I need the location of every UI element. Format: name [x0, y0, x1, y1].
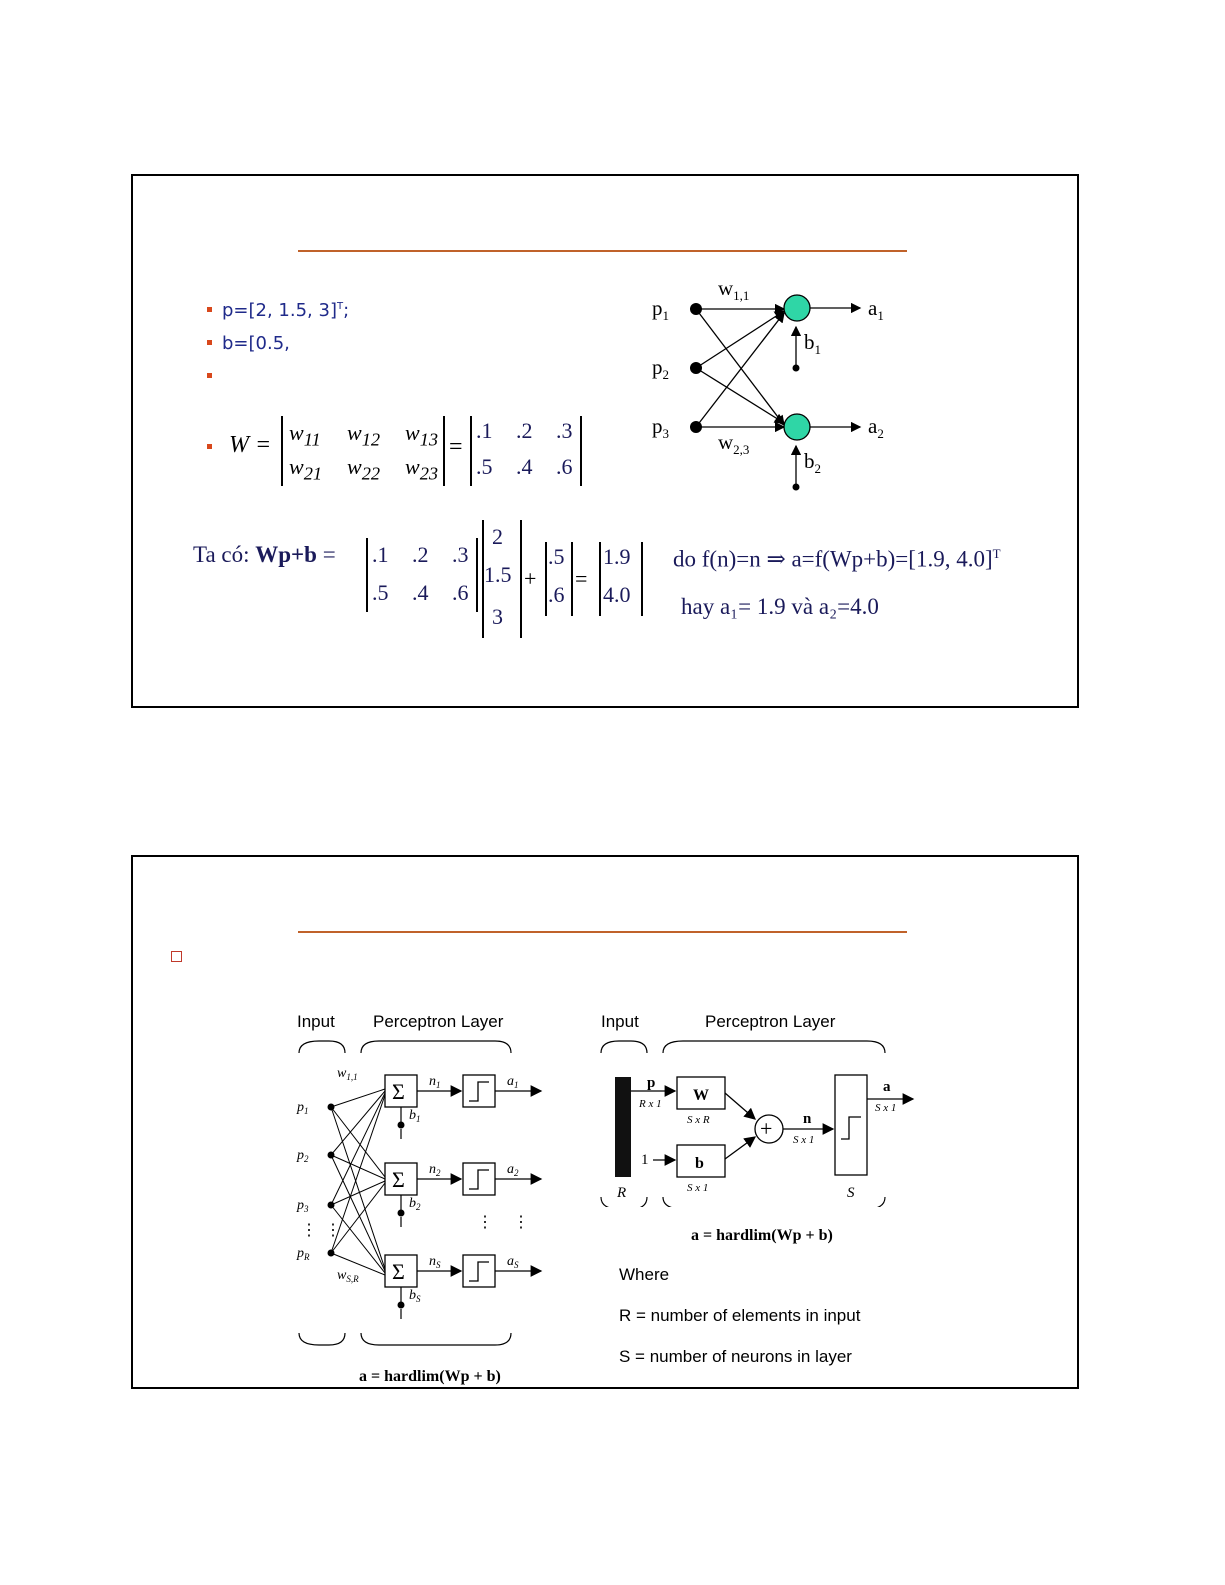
input-label: $p_R$	[297, 1246, 310, 1262]
hardlim-box	[463, 1255, 495, 1287]
output-label-a2: $a_2$	[868, 414, 884, 441]
subscript: 1,1	[346, 1072, 358, 1082]
matrix-cell: $w_{12}$	[347, 420, 381, 450]
subscript: 2	[514, 1168, 519, 1178]
input-heading: Input	[297, 1012, 335, 1031]
bullet-icon	[207, 373, 212, 378]
bullet-sup: T	[336, 301, 344, 312]
equals-sign: =	[449, 434, 463, 460]
vector-cell: 1.9	[603, 544, 631, 569]
subscript: 2	[416, 1202, 421, 1212]
result-vector	[599, 542, 643, 616]
input-label-p1: $p_1$	[652, 296, 669, 323]
bias-node	[793, 365, 800, 372]
dots: ⋮	[325, 1222, 341, 1239]
w-label: W =	[229, 432, 272, 458]
bullet-text: b=[0.5,	[222, 333, 290, 354]
equation-prefix	[193, 542, 336, 568]
subscript: 2,3	[733, 442, 750, 457]
matrix-cell: .2	[412, 542, 429, 567]
matrix-cell: .1	[476, 418, 493, 443]
conclusion-sup: T	[992, 546, 1001, 561]
n-label: n	[803, 1111, 812, 1127]
matrix-subscript: 21	[303, 463, 323, 484]
bias-label: $b_2$	[409, 1196, 421, 1212]
weight-label: $w_{2,3}$	[718, 430, 750, 457]
s-label: S	[847, 1185, 855, 1201]
net-input-label: $n_S$	[429, 1254, 441, 1270]
subscript: 2	[304, 1154, 309, 1164]
plus-icon: +	[760, 1116, 773, 1141]
subscript: 1	[436, 1080, 441, 1090]
bullet-icon	[207, 307, 212, 312]
vector-cell: .6	[548, 582, 565, 607]
input-label-p3: $p_3$	[652, 414, 669, 441]
left-equation: a = hardlim(Wp + b)	[359, 1368, 501, 1385]
bullet-icon	[207, 340, 212, 345]
vector-cell: 2	[492, 524, 503, 549]
title-underline	[298, 931, 907, 933]
b-dim: S x 1	[687, 1182, 709, 1194]
matrix-cell: .6	[556, 454, 573, 479]
r-label: R	[617, 1185, 627, 1201]
conclusion-line-1	[673, 546, 1001, 573]
sum-icon: Σ	[392, 1259, 405, 1284]
subscript: 1	[416, 1114, 421, 1124]
net-input-label: $n_2$	[429, 1162, 441, 1178]
a-label: a	[883, 1079, 891, 1095]
subscript: S,R	[346, 1274, 359, 1284]
where-label: Where	[619, 1265, 670, 1284]
matrix-cell: $w_{11}$	[289, 420, 321, 450]
subscript: R	[304, 1252, 310, 1262]
bullet-item	[207, 300, 349, 321]
a-dim: S x 1	[875, 1102, 897, 1114]
vector-cell: .5	[548, 544, 565, 569]
subscript: 3	[662, 426, 669, 441]
matrix-cell: .4	[516, 454, 533, 479]
connection-lines	[696, 308, 860, 486]
input-node	[328, 1104, 335, 1111]
w-dim: S x R	[687, 1114, 710, 1126]
layer-heading: Perceptron Layer	[373, 1012, 504, 1031]
hardlim-box	[835, 1075, 867, 1175]
vector-cell: 1.5	[484, 562, 512, 587]
subscript: 2	[814, 461, 821, 476]
b-label: b	[695, 1155, 704, 1172]
input-node	[328, 1152, 335, 1159]
def-r: R = number of elements in input	[619, 1306, 861, 1325]
bias-label: $b_S$	[409, 1288, 421, 1304]
neuron-1	[784, 295, 810, 321]
perceptron-layer-diagram	[289, 1007, 551, 1387]
input-label: $p_1$	[297, 1100, 309, 1116]
subscript: 2	[877, 426, 884, 441]
bias-label: $b_1$	[804, 330, 821, 357]
bias-node	[398, 1302, 405, 1309]
bias-label: $b_1$	[409, 1108, 421, 1124]
slide-2	[131, 855, 1079, 1389]
input-node	[690, 421, 702, 433]
bias-label: $b_2$	[804, 449, 821, 476]
conclusion-text: do f(n)=n ⇒ a=f(Wp+b)=[1.9, 4.0]	[673, 546, 993, 572]
subscript: 2	[662, 367, 669, 382]
slide-1	[131, 174, 1079, 708]
equation-equals: =	[316, 542, 336, 567]
weight-label: $w_{S,R}$	[337, 1268, 359, 1284]
matrix-cell: .3	[556, 418, 573, 443]
bias-node	[398, 1122, 405, 1129]
p-dim: R x 1	[639, 1098, 662, 1110]
weight-label: $w_{1,1}$	[718, 276, 750, 303]
matrix-subscript: 13	[419, 429, 439, 450]
weight-label: $w_{1,1}$	[337, 1066, 358, 1082]
neuron-row	[385, 1074, 541, 1139]
matrix-cell: $w_{21}$	[289, 454, 323, 484]
p-vector	[482, 520, 522, 638]
two-neuron-network-diagram	[638, 271, 918, 501]
matrix-subscript: 22	[361, 463, 381, 484]
matrix-cell: $w_{22}$	[347, 454, 381, 484]
matrix-subscript: 11	[303, 429, 321, 450]
input-node	[328, 1250, 335, 1257]
equals-sign: =	[575, 566, 588, 591]
matrix-subscript: 23	[419, 463, 439, 484]
input-node	[690, 303, 702, 315]
subscript: 1	[877, 308, 884, 323]
dots: ⋮	[513, 1214, 529, 1231]
output-label: $a_S$	[507, 1254, 519, 1270]
bias-node	[793, 484, 800, 491]
input-label: $p_3$	[297, 1198, 309, 1214]
w-value-matrix	[470, 416, 582, 486]
p-label: p	[647, 1075, 656, 1091]
subscript: 2	[436, 1168, 441, 1178]
bias-node	[398, 1210, 405, 1217]
subscript: 1	[814, 342, 821, 357]
matrix-cell: .5	[372, 580, 389, 605]
connection-lines	[331, 1089, 385, 1275]
hardlim-box	[463, 1163, 495, 1195]
w-matrix-2	[366, 538, 478, 612]
net-input-label: $n_1$	[429, 1074, 441, 1090]
matrix-cell: .3	[452, 542, 469, 567]
bullet-icon	[207, 444, 212, 449]
vertical-dots	[301, 1214, 529, 1239]
bullet-item	[207, 366, 222, 387]
conclusion-line-2: hay a₁= 1.9 và a₂=4.0	[681, 594, 879, 619]
sum-icon: Σ	[392, 1167, 405, 1192]
bullet-text: p=[2, 1.5, 3]	[222, 300, 337, 321]
subscript: S	[416, 1294, 421, 1304]
input-node	[690, 362, 702, 374]
def-s: S = number of neurons in layer	[619, 1347, 852, 1366]
b-vector	[545, 542, 573, 616]
input-labels	[296, 1066, 359, 1284]
title-underline	[298, 250, 907, 252]
plus-sign: +	[524, 566, 537, 591]
output-label-a1: $a_1$	[868, 296, 884, 323]
matrix-cell: .2	[516, 418, 533, 443]
equation-text: Ta có:	[193, 542, 256, 567]
equation-bold: Wp+b	[255, 542, 317, 567]
dots: ⋮	[301, 1222, 317, 1239]
subscript: S	[436, 1260, 441, 1270]
matrix-cell: .5	[476, 454, 493, 479]
subscript: 1	[662, 308, 669, 323]
bullet-item	[207, 333, 290, 354]
dots: ⋮	[477, 1214, 493, 1231]
subscript: 1	[304, 1106, 309, 1116]
subscript: S	[514, 1260, 519, 1270]
subscript: 1,1	[733, 288, 750, 303]
neuron-2	[784, 414, 810, 440]
sum-icon: Σ	[392, 1079, 405, 1104]
w-symbol-matrix	[281, 416, 445, 486]
output-label: $a_1$	[507, 1074, 519, 1090]
one-label: 1	[641, 1152, 649, 1168]
matrix-cell: $w_{13}$	[405, 420, 439, 450]
vector-cell: 3	[492, 604, 503, 629]
bullet-item	[207, 437, 222, 458]
subscript: 1	[514, 1080, 519, 1090]
w-label: W	[693, 1087, 709, 1104]
input-node	[328, 1202, 335, 1209]
input-nodes	[690, 303, 800, 491]
subscript: 3	[304, 1204, 309, 1214]
right-equation: a = hardlim(Wp + b)	[691, 1227, 833, 1244]
input-label-p2: $p_2$	[652, 355, 669, 382]
hardlim-box	[463, 1075, 495, 1107]
square-bullet-icon	[171, 951, 182, 962]
vector-cell: 4.0	[603, 582, 631, 607]
matrix-cell: .4	[412, 580, 429, 605]
input-heading: Input	[601, 1012, 639, 1031]
matrix-cell: .6	[452, 580, 469, 605]
neuron-row	[385, 1254, 541, 1319]
bullet-tail: ;	[343, 300, 350, 321]
matrix-subscript: 12	[361, 429, 381, 450]
output-label: $a_2$	[507, 1162, 519, 1178]
n-dim: S x 1	[793, 1134, 815, 1146]
input-label: $p_2$	[297, 1148, 309, 1164]
matrix-cell: .1	[372, 542, 389, 567]
matrix-cell: $w_{23}$	[405, 454, 439, 484]
neuron-rows	[385, 1074, 541, 1319]
abbreviated-perceptron-diagram	[593, 1007, 923, 1207]
layer-heading: Perceptron Layer	[705, 1012, 836, 1031]
input-vector-bar	[615, 1077, 631, 1177]
